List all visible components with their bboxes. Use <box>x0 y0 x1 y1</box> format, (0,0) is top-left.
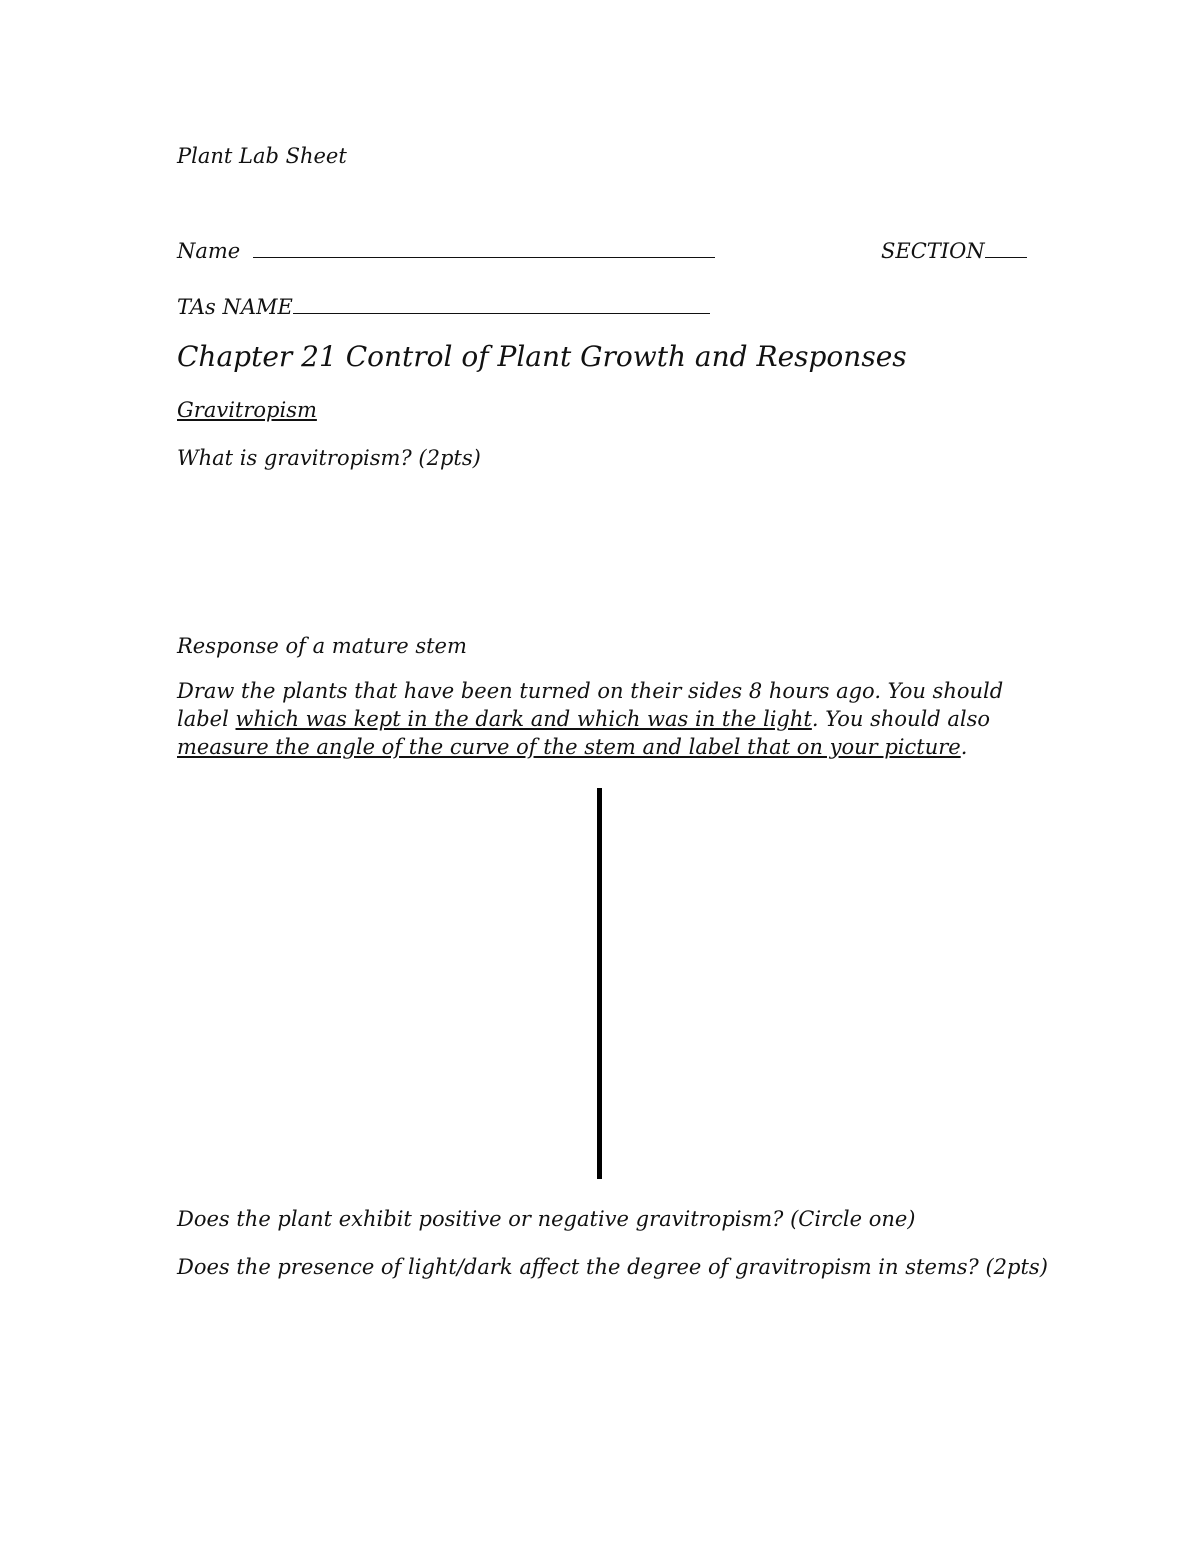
section-label: SECTION <box>881 239 985 263</box>
ta-name-label: TAs NAME <box>177 295 293 319</box>
instructions-part-1: Draw the plants that have been turned on their sides 8 hours ago. You should label <box>177 679 1004 731</box>
name-label: Name <box>177 239 241 263</box>
drawing-instructions <box>177 677 1007 761</box>
instructions-part-4: measure the angle of the curve of the stem and label that on your picture <box>177 735 961 759</box>
section-row <box>881 237 1027 265</box>
question-light-dark-effect: Does the presence of light/dark affect the degree of gravitropism in stems? (2pts) <box>177 1255 1048 1279</box>
ta-name-field[interactable] <box>293 293 710 314</box>
question-what-is-gravitropism: What is gravitropism? (2pts) <box>177 446 481 470</box>
drawing-area-divider <box>597 788 602 1179</box>
instructions-part-2: which was kept in the dark and which was in the light <box>235 707 812 731</box>
section-field[interactable] <box>985 237 1027 258</box>
response-mature-stem-heading: Response of a mature stem <box>177 634 467 658</box>
document-title: Plant Lab Sheet <box>177 144 347 168</box>
instructions-part-5: . <box>960 735 968 759</box>
question-positive-negative: Does the plant exhibit positive or negative gravitropism? (Circle one) <box>177 1207 916 1231</box>
chapter-heading: Chapter 21 Control of Plant Growth and Responses <box>177 340 907 373</box>
instructions-part-3: . You should also <box>811 707 991 731</box>
name-row <box>177 237 715 265</box>
name-field[interactable] <box>253 237 715 258</box>
ta-name-row <box>177 293 710 321</box>
gravitropism-heading: Gravitropism <box>177 398 317 422</box>
